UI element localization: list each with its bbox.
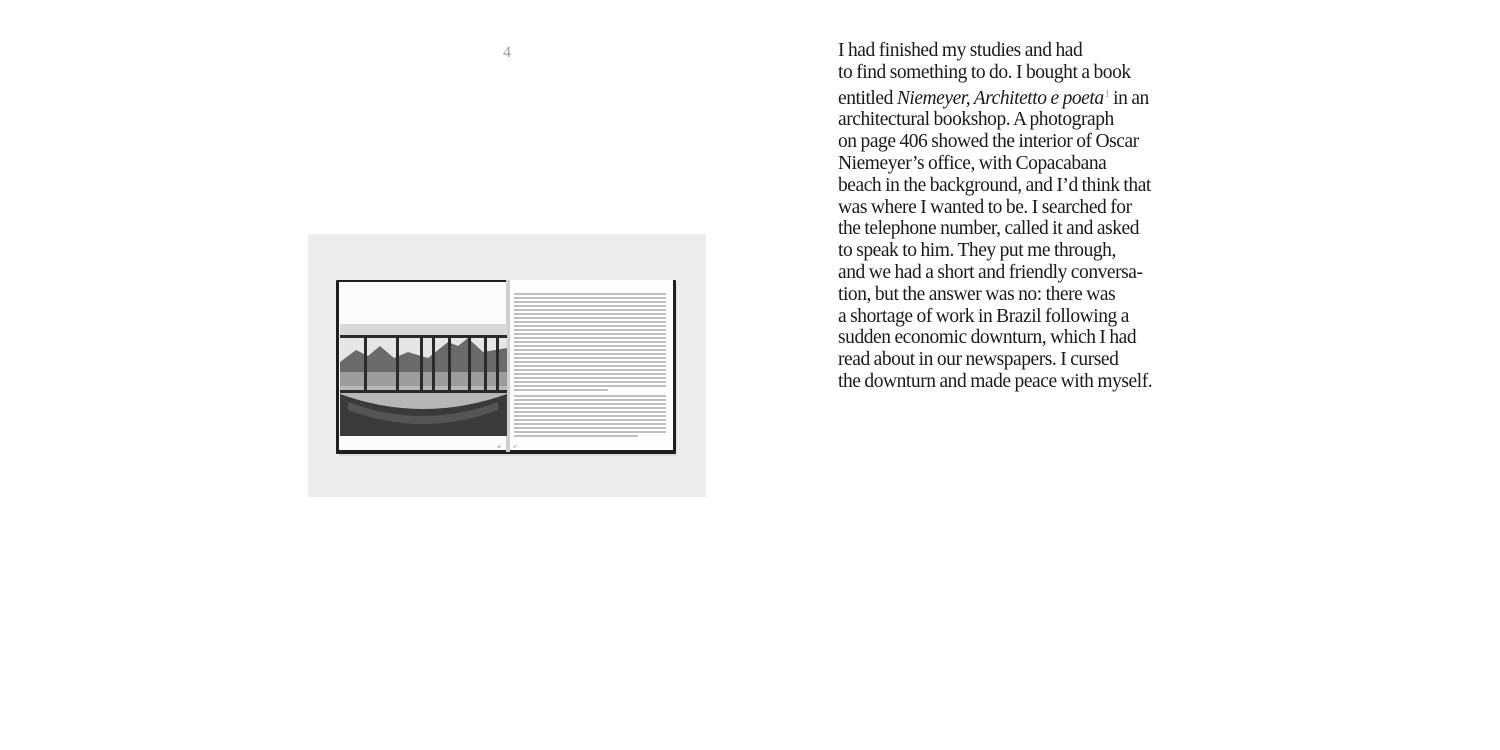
text-line: a shortage of work in Brazil following a [838, 305, 1129, 327]
text-line-end: in an [1109, 87, 1149, 109]
text-line: beach in the background, and I’d think that [838, 174, 1151, 196]
text-line: the downturn and made peace with myself. [838, 370, 1153, 392]
text-line: the telephone number, called it and asked [838, 218, 1140, 240]
interior-photo [340, 324, 507, 436]
text-line: I had finished my studies and had [838, 40, 1083, 61]
text-line: and we had a short and friendly conversa- [838, 261, 1143, 283]
text-line: to speak to him. They put me through, [838, 240, 1116, 262]
text-line: tion, but the answer was no: there was [838, 283, 1116, 305]
text-line-start: entitled [838, 87, 897, 109]
text-line: architectural bookshop. A photograph [838, 109, 1114, 131]
book-page-number-right: 47 [513, 444, 517, 449]
open-book-image [308, 234, 706, 497]
book-title: Niemeyer, Architetto e poeta [896, 87, 1104, 109]
text-line: to find something to do. I bought a book [838, 61, 1131, 83]
text-line [838, 84, 1198, 110]
text-line: sudden economic downturn, which I had [838, 327, 1137, 349]
page-number: 4 [503, 44, 511, 61]
text-line: was where I wanted to be. I searched for [838, 196, 1132, 218]
book-photograph [308, 234, 706, 497]
text-line: Niemeyer’s office, with Copacabana [838, 152, 1107, 174]
text-line: on page 406 showed the interior of Oscar [838, 131, 1139, 153]
book-page-number-left: 46 [497, 444, 501, 449]
footnote-reference[interactable]: 1 [1104, 88, 1110, 100]
body-text [838, 40, 1198, 393]
text-line: read about in our newspapers. I cursed [838, 349, 1119, 371]
